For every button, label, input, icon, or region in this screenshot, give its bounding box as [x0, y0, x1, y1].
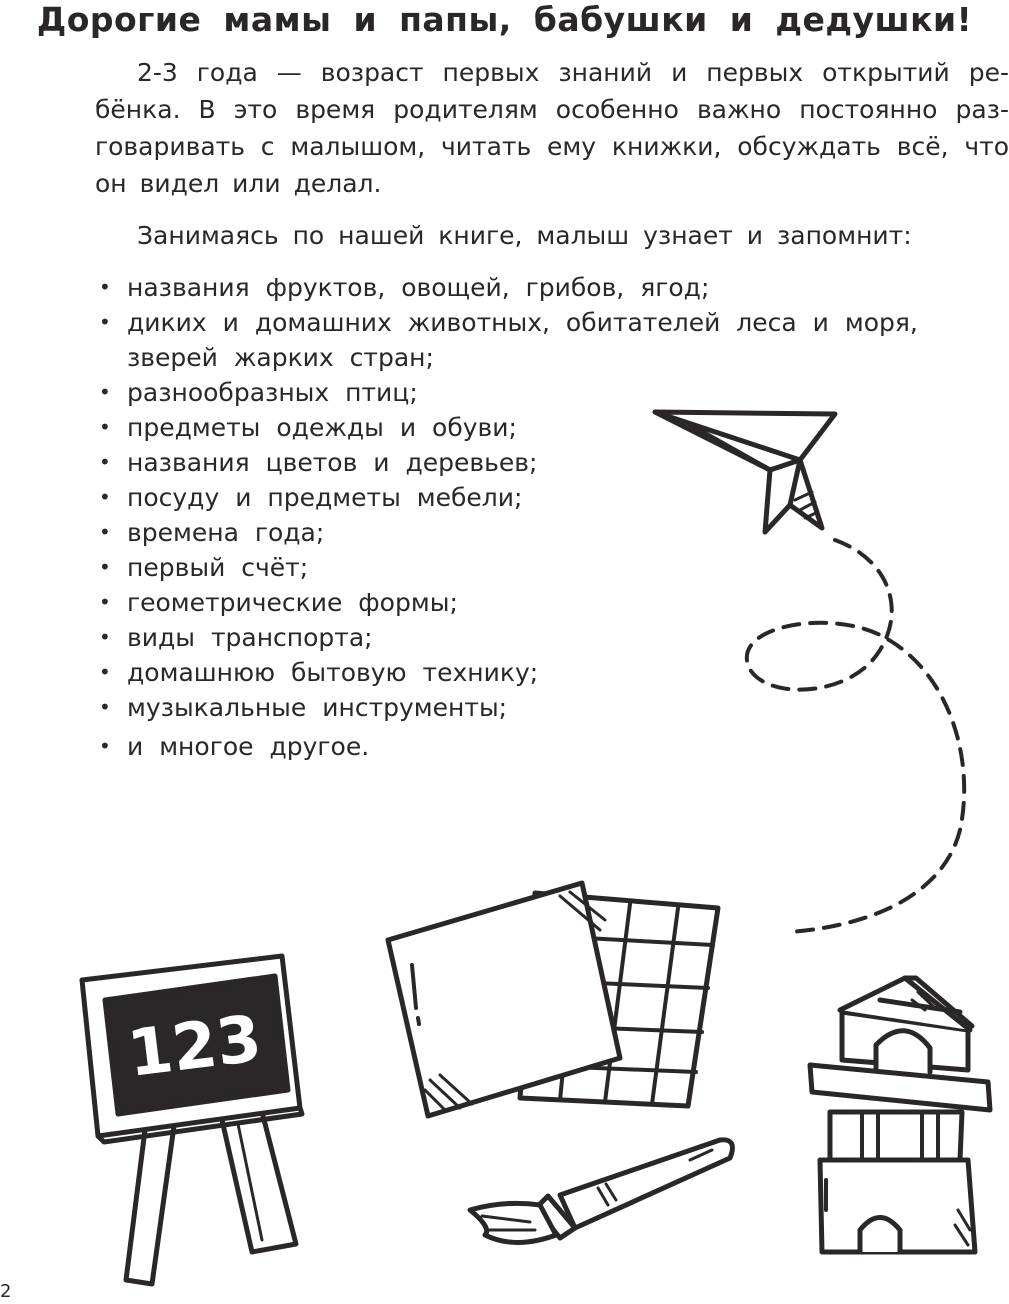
list-lead-text: Занимаясь по нашей книге, малыш узнает и запомнит:: [137, 221, 912, 250]
list-item-text: домашнюю бытовую технику;: [127, 658, 539, 687]
bullet: •: [99, 590, 111, 614]
chalkboard-easel-icon: [82, 956, 302, 1284]
list-item-text: разнообразных птиц;: [127, 378, 418, 407]
bullet: •: [99, 275, 111, 299]
list-item-text: названия фруктов, овощей, грибов, ягод;: [127, 273, 710, 302]
intro-line-1: 2-3 года — возраст первых знаний и первых открытий ре-: [137, 58, 1009, 87]
bullet: •: [99, 734, 111, 758]
list-item-text: названия цветов и деревьев;: [127, 448, 538, 477]
paintbrush-icon: [470, 1140, 732, 1243]
page-title: Дорогие мамы и папы, бабушки и дедушки!: [36, 0, 973, 39]
dashed-flight-path: [747, 540, 964, 932]
list-item-continuation: зверей жарких стран;: [127, 343, 434, 372]
bullet: •: [99, 520, 111, 544]
chalkboard-text: 123: [123, 1002, 266, 1092]
list-item-text: геометрические формы;: [127, 588, 458, 617]
list-item-text: предметы одежды и обуви;: [127, 413, 517, 442]
list-item-text: первый счёт;: [127, 553, 309, 582]
list-item-text: виды транспорта;: [127, 623, 373, 652]
bullet: •: [99, 555, 111, 579]
intro-line-3: говаривать с малышом, читать ему книжки, обсуждать всё, что: [95, 132, 1009, 161]
paper-plane-icon: [655, 412, 835, 532]
bullet: •: [99, 450, 111, 474]
bullet: •: [99, 485, 111, 509]
page-number: 2: [0, 1281, 12, 1302]
bullet: •: [99, 415, 111, 439]
bullet: •: [99, 660, 111, 684]
toy-blocks-tower-icon: [810, 978, 990, 1252]
list-item-text: и многое другое.: [127, 732, 370, 761]
bullet: •: [99, 380, 111, 404]
list-item-text: диких и домашних животных, обитателей леса и моря,: [127, 308, 918, 337]
bullet: •: [99, 625, 111, 649]
list-item-text: посуду и предметы мебели;: [127, 483, 523, 512]
bullet: •: [99, 310, 111, 334]
list-item-text: времена года;: [127, 518, 325, 547]
list-item-text: музыкальные инструменты;: [127, 693, 508, 722]
intro-line-4: он видел или делал.: [95, 169, 382, 198]
intro-line-2: бёнка. В это время родителям особенно важно постоянно раз-: [95, 95, 1009, 124]
bullet: •: [99, 695, 111, 719]
